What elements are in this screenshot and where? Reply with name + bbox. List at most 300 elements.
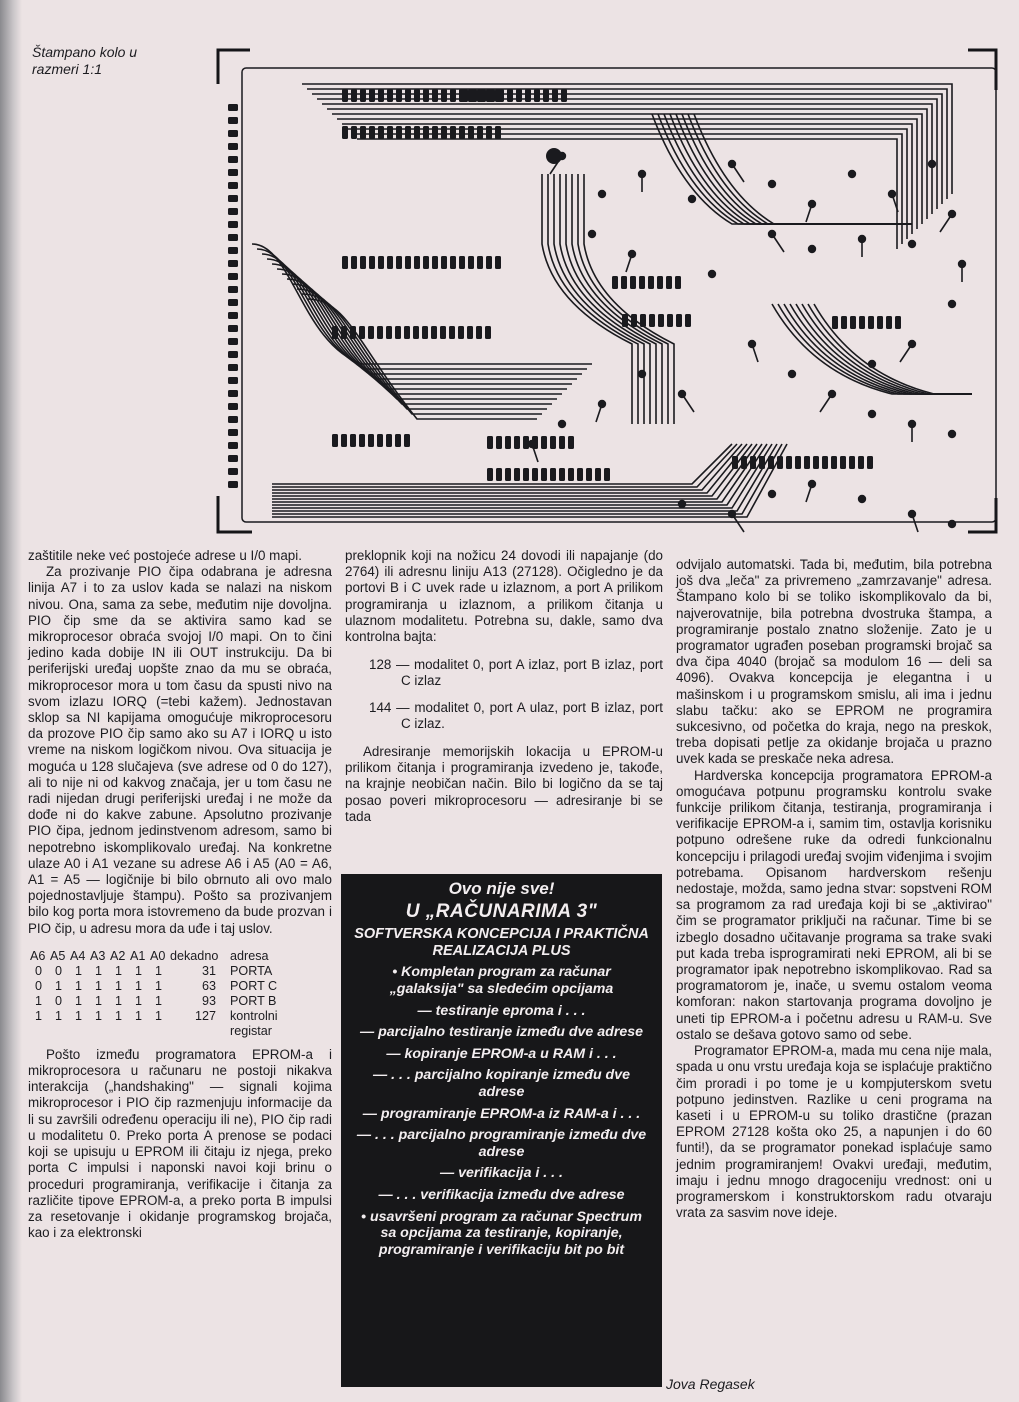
promo-box (341, 874, 662, 1387)
pcb-pad (228, 416, 238, 423)
pcb-pad (612, 276, 618, 289)
pcb-pad (886, 316, 892, 329)
pcb-pad (369, 126, 375, 139)
pcb-pad (948, 300, 956, 308)
pcb-pad (462, 89, 468, 102)
port-name-cell: PORT C (230, 978, 278, 993)
pcb-pad (432, 126, 438, 139)
pcb-pad (543, 89, 549, 102)
caption-line-1: Štampano kolo u (32, 44, 138, 60)
pcb-trace (342, 124, 912, 234)
pcb-pad (958, 260, 966, 268)
pcb-pad (228, 455, 238, 462)
pcb-pad (450, 89, 456, 102)
pcb-pad (928, 160, 936, 168)
bit-cell: 1 (94, 993, 102, 1008)
pcb-pad (228, 286, 238, 293)
pcb-pad (228, 273, 238, 280)
pcb-pad (228, 182, 238, 189)
pcb-pad (808, 200, 816, 208)
pcb-pad (342, 126, 348, 139)
pcb-pad (441, 126, 447, 139)
pcb-pad (559, 468, 565, 481)
pcb-pad (228, 169, 238, 176)
address-table (30, 949, 332, 1039)
pcb-trace (357, 139, 897, 249)
pcb-layout-figure (212, 44, 1006, 538)
pcb-pad (888, 190, 896, 198)
promo-title: U „RAČUNARIMA 3" (405, 900, 598, 922)
pcb-pad (341, 434, 347, 447)
pcb-pad (541, 436, 547, 449)
bit-cell: 1 (94, 1008, 102, 1023)
bit-cell: 1 (134, 993, 142, 1008)
pcb-pad (228, 338, 238, 345)
pcb-pad (414, 126, 420, 139)
pcb-pad (586, 468, 592, 481)
pcb-trace (670, 114, 912, 224)
pcb-pad (228, 117, 238, 124)
pcb-pad (369, 89, 375, 102)
pcb-pad (441, 256, 447, 269)
bit-cell: 1 (134, 978, 142, 993)
pcb-pad (868, 360, 876, 368)
pcb-pad (431, 326, 437, 339)
pcb-pad (741, 456, 747, 469)
pcb-pad (908, 420, 916, 428)
pcb-pad (867, 456, 873, 469)
pcb-pad (228, 143, 238, 150)
pcb-pad (396, 89, 402, 102)
pcb-pad (351, 256, 357, 269)
pcb-pad (877, 316, 883, 329)
pcb-pad (350, 326, 356, 339)
pcb-pad (228, 403, 238, 410)
pcb-pad (768, 490, 776, 498)
control-byte-item: 144 — modalitet 0, port A ulaz, port B izlaz, port C izlaz. (369, 699, 663, 731)
pcb-pad (768, 456, 774, 469)
pcb-pad (396, 126, 402, 139)
pcb-pad (534, 89, 540, 102)
bit-cell: 1 (114, 993, 122, 1008)
bit-cell: 0 (34, 963, 42, 978)
pcb-pad (678, 500, 686, 508)
pcb-pad (450, 256, 456, 269)
pcb-pad (404, 326, 410, 339)
promo-subtitle: SOFTVERSKA KONCEPCIJA I PRAKTIČNA REALIZACIJA PLUS (354, 926, 649, 959)
bit-cell: 1 (114, 963, 122, 978)
pcb-pad (386, 434, 392, 447)
pcb-pad (685, 314, 691, 327)
pcb-trace (272, 444, 752, 496)
pcb-pad (496, 468, 502, 481)
pcb-pad (332, 434, 338, 447)
pcb-pad (831, 456, 837, 469)
bit-cell: 1 (154, 963, 162, 978)
table-row (30, 1009, 293, 1039)
pcb-pad (598, 190, 606, 198)
paragraph: Pošto između programatora EPROM-a i mikroprocesora u računaru ne postoji nikakva interakcija („handshaking" — signali kojima mikroprocesor i PIO čip razmenjuju informacije da li su završili određenu operaciju ili ne), PIO čip radi u modalitetu 0. Preko porta A prenose se podaci koji se upisuju u EPROM ili čitaju iz njega, preko porta C impulsi i naponski navoi koji brinu o proceduri programiranja, verifikacije i čitanja za različite tipove EPROM-a, a preko porta B impulsi za resetovanje i okidanje programskog brojača, kao i za elektronski (28, 1046, 332, 1241)
pcb-pad (675, 276, 681, 289)
caption-line-2: razmeri 1:1 (32, 61, 103, 77)
pcb-pad (485, 326, 491, 339)
promo-item: — . . . verifikacija između dve adrese (378, 1186, 625, 1203)
pcb-pad (351, 89, 357, 102)
pcb-pad (808, 480, 816, 488)
bit-cell: 1 (74, 1008, 82, 1023)
pcb-pad (558, 420, 566, 428)
promo-item: — . . . parcijalno programiranje između dve adrese (356, 1127, 647, 1160)
pcb-pad (360, 126, 366, 139)
header-cell: A0 (150, 948, 166, 963)
pcb-pad (496, 436, 502, 449)
header-cell: A2 (110, 948, 126, 963)
pcb-pad (228, 299, 238, 306)
pcb-pad (840, 456, 846, 469)
pcb-pad (541, 468, 547, 481)
header-cell: A1 (130, 948, 146, 963)
pcb-pad (228, 130, 238, 137)
pcb-trace (584, 174, 674, 424)
pcb-pad (858, 456, 864, 469)
pcb-pad (387, 89, 393, 102)
bit-cell: 1 (54, 978, 62, 993)
figure-caption (32, 44, 137, 78)
pcb-pad (369, 256, 375, 269)
pcb-pad (342, 256, 348, 269)
pcb-pad (432, 89, 438, 102)
pcb-pad (505, 436, 511, 449)
bit-cell: 1 (154, 993, 162, 1008)
promo-item: — verifikacija i . . . (439, 1165, 564, 1182)
pcb-pad (768, 180, 776, 188)
pcb-pad (648, 276, 654, 289)
header-cell: A6 (30, 948, 46, 963)
pcb-pad (498, 89, 504, 102)
pcb-pad (604, 468, 610, 481)
pcb-trace (297, 289, 547, 409)
pcb-pad (750, 456, 756, 469)
pcb-pad (528, 440, 536, 448)
pcb-pad (413, 326, 419, 339)
pcb-pad (813, 456, 819, 469)
author-signature: Jova Regasek (666, 1376, 755, 1392)
pcb-trace (307, 89, 947, 199)
table-row (30, 979, 293, 994)
pcb-pad (495, 256, 501, 269)
pcb-pad (341, 326, 347, 339)
pcb-pad (459, 126, 465, 139)
pcb-pad (748, 340, 756, 348)
promo-item: — parcijalno testiranje između dve adrese (359, 1024, 644, 1041)
header-cell: A3 (90, 948, 106, 963)
pcb-pad (378, 256, 384, 269)
bit-cell: 1 (74, 993, 82, 1008)
pcb-pad (788, 370, 796, 378)
pcb-pad (386, 326, 392, 339)
pcb-pad (657, 276, 663, 289)
pcb-pad (228, 195, 238, 202)
pcb-pad (476, 326, 482, 339)
pcb-pad (868, 316, 874, 329)
pcb-pad (595, 468, 601, 481)
pcb-pad (523, 468, 529, 481)
pcb-pad (228, 234, 238, 241)
pcb-trace (572, 174, 662, 424)
pcb-pad (908, 340, 916, 348)
pcb-pad (795, 456, 801, 469)
pcb-pad (588, 230, 596, 238)
pcb-pad (414, 89, 420, 102)
pcb-pad (396, 256, 402, 269)
pcb-pad (732, 456, 738, 469)
bit-cell: 1 (134, 1008, 142, 1023)
pcb-pad (387, 256, 393, 269)
pcb-pad (458, 326, 464, 339)
bit-cell: 1 (114, 978, 122, 993)
pcb-pad (728, 160, 736, 168)
bit-cell: 0 (54, 963, 62, 978)
pcb-pad (228, 377, 238, 384)
decimal-cell: 31 (201, 963, 216, 978)
pcb-pad (759, 456, 765, 469)
paragraph: Programator EPROM-a, mada mu cena nije mala, spada u onu vrstu uređaja koja se isplaćuje praktično čim proradi i po tome je u kompjuterskom svetu potpuno jedinstven. Razlike u ceni programa na kaseti i u EPROM-u su toliko drastične (prazan EPROM 27128 košta oko 25, a napunjen i do 60 funti!), da se programator ponekad isplaćuje samo jednim programiranjem! Ovakvi uređaji, međutim, imaju i jednu mnogo dragoceniju vrednost: oni u programerskom i konstruktorskom radu otvaraju vrata za sasvim nove ideje. (676, 1043, 992, 1221)
pcb-pad (377, 326, 383, 339)
article-column-3 (676, 557, 992, 1221)
pcb-pad (841, 316, 847, 329)
pcb-pad (440, 326, 446, 339)
pcb-pad (516, 89, 522, 102)
pcb-pad (423, 126, 429, 139)
pcb-pad (658, 314, 664, 327)
pcb-pad (405, 89, 411, 102)
bit-cell: 1 (34, 1008, 42, 1023)
pcb-pad (423, 89, 429, 102)
pcb-pad (228, 208, 238, 215)
pcb-pad (471, 89, 477, 102)
paragraph: odvijalo automatski. Tada bi, međutim, bila potrebna još dva „leča" za privremeno „zamrzavanje" adresa. Štampano kolo bi se toliko iskomplikovalo da bi, najverovatnije, bila potrebna dvostruka štampa, a programiranje postalo znatno složenije. Zato je u programator ugrađen poseban programski brojač sa dva čipa 4040 (brojač sa modulom 16 — deli sa 4096). Ovakva koncepcija je elegantna i u mašinskom i u programskom smislu, ali ima i jednu slabu tačku: ako se EPROM ne programira sukcesivno, od početka do kraja, nego na preskok, treba dopisati petlje za okidanje brojača u prazno uvek kada se preskače neka adresa. (676, 557, 992, 767)
address-table-header (30, 949, 293, 964)
pcb-pad (708, 270, 716, 278)
pcb-pad (777, 456, 783, 469)
bit-cell: 1 (54, 1008, 62, 1023)
pcb-pad (404, 434, 410, 447)
pcb-pad (676, 314, 682, 327)
pcb-pad (832, 316, 838, 329)
pcb-pad (808, 245, 816, 253)
pcb-pad (228, 312, 238, 319)
promo-item: • Kompletan program za računar „galaksija" sa sledećim opcijama (389, 964, 614, 997)
pcb-pad (228, 481, 238, 488)
bit-cell: 1 (74, 978, 82, 993)
pcb-pad (848, 170, 856, 178)
control-bytes-list (369, 657, 663, 732)
pcb-pad (228, 247, 238, 254)
pcb-pad (638, 170, 646, 178)
bit-cell: 1 (134, 963, 142, 978)
pcb-pad (378, 126, 384, 139)
table-row (30, 994, 293, 1009)
pcb-pad (804, 456, 810, 469)
pcb-pad (631, 314, 637, 327)
pcb-pad (828, 390, 836, 398)
port-name-cell: PORT B (230, 993, 277, 1008)
promo-item: — . . . parcijalno kopiranje između dve adrese (372, 1067, 631, 1100)
pcb-pad (467, 326, 473, 339)
pcb-pad (639, 276, 645, 289)
pcb-pad (487, 468, 493, 481)
pcb-pad (395, 326, 401, 339)
promo-item: — kopiranje EPROM-a u RAM i . . . (386, 1045, 617, 1062)
pcb-pad (495, 126, 501, 139)
bit-cell: 0 (34, 978, 42, 993)
pcb-pad (559, 436, 565, 449)
paragraph: Hardverska koncepcija programatora EPROM-a omogućava potpunu programsku kontrolu svake funkcije prilikom čitanja, testiranja, programiranja i verifikacije EPROM-a i, samim tim, ostavlja korisniku potpuno odrešene ruke da odredi funkcionalnu koncepciju i prilagodi uređaj svojim viđenjima i svojim potrebama. Opisanom hardverskom rešenju nedostaje, možda, samo jedna stvar: sopstveni ROM sa programom za rad uređaja koji bi se „aktivirao" čim se programator priključi na računar. Time bi se izbeglo dosadno učitavanje programa sa trake svaki put kada treba isprogramirati neki EPROM, ali bi se programator ipak nepotrebno iskomplikovao. Rad sa programatorom je, inače, u svemu ostalom veoma komforan: nakon startovanja programa dovoljno je uneti tip EPROM-a i početnu adresu u RAM-u. Sve ostalo se dešava gotovo samo od sebe. (676, 767, 992, 1042)
pcb-pad (858, 235, 866, 243)
pcb-pad (532, 468, 538, 481)
pcb-pad (678, 390, 686, 398)
pcb-pad (552, 89, 558, 102)
pcb-pad (477, 126, 483, 139)
pcb-pad (895, 316, 901, 329)
pcb-pad (768, 230, 776, 238)
paragraph: Za prozivanje PIO čipa odabrana je adresna linija A7 i to za uslov kada se nalazi na niskom nivou. Ona, sama za sebe, međutim nije dovoljna. PIO čip sme da se aktivira samo kad se mikroprocesor obraća svojoj I/0 mapi. On to čini jedino kada dobije IN ili OUT instrukciju. Da bi periferijski uređaj uopšte znao da mu se obraća, mikroprocesor mora u tom času da spusti nivo na svom izlazu IORQ (=tebi kažem). Jednostavan sklop sa NI kapijama omogućuje mikroprocesoru da prozove PIO čip samo ako su A7 i IORQ u isto vreme na niskom logičkom nivou. Ova situacija je moguća u 128 slučajeva (sve adrese od 0 do 127), ali to nije ni od kakvog značaja, jer u tom času ne radi nijedan drugi periferijski uređaj i ne može da dođe ni do kakve zabune. Apsolutno prozivanje PIO čipa, jednom jedinstvenom adresom, samo bi nepotrebno iskomplikovalo uređaj. Na konkretne ulaze A0 i A1 vezane su adrese A6 i A5 (A0 = A6, A1 = A5 — logičnije bi bilo obrnuto ali ovo malo pojednostavljuje štampu). Pošto sa prozivanjem bilo kog porta mora istovremeno da bude prozvan i PIO čip, u adresu mora da uđe i taj uslov. (28, 564, 332, 936)
decimal-cell: 63 (201, 978, 216, 993)
pcb-pad (908, 510, 916, 518)
pcb-trace (332, 114, 922, 224)
paragraph: preklopnik koji na nožicu 24 dovodi ili napajanje (do 2764) ili adresnu liniju A13 (27128). Očigledno je da portovi B i C uvek rade u izlaznom, a port A prilikom programiranja u izlaznom, a prilikom čitanja u ulaznom modalitetu. Potrebna su, dakle, samo dva kontrolna bajta: (345, 548, 663, 645)
pcb-pad (621, 276, 627, 289)
pcb-pad (486, 126, 492, 139)
pcb-pad (359, 434, 365, 447)
pcb-pad (449, 326, 455, 339)
pcb-trace (347, 129, 907, 239)
pcb-pad (786, 456, 792, 469)
pcb-pad (228, 351, 238, 358)
table-row (30, 964, 293, 979)
pcb-pad (423, 256, 429, 269)
pcb-pad (459, 256, 465, 269)
pcb-pad (228, 364, 238, 371)
article-column-1 (28, 548, 332, 1241)
pcb-pad (908, 240, 916, 248)
pcb-pad (332, 326, 338, 339)
pcb-pad (628, 250, 636, 258)
pcb-pad (228, 260, 238, 267)
pcb-trace (676, 114, 912, 224)
pcb-pad (368, 326, 374, 339)
pcb-pad (228, 468, 238, 475)
pcb-pad (859, 316, 865, 329)
pcb-pad (948, 520, 956, 528)
bit-cell: 1 (94, 978, 102, 993)
pcb-pad (387, 126, 393, 139)
pcb-pad (598, 400, 606, 408)
header-cell: dekadno (170, 948, 219, 963)
pcb-pad (489, 89, 495, 102)
pcb-pad (546, 148, 562, 164)
pcb-pad (228, 156, 238, 163)
pcb-trace (312, 94, 942, 204)
pcb-pad (561, 89, 567, 102)
pcb-trace (317, 99, 937, 209)
pcb-pad (350, 434, 356, 447)
promo-item: — testiranje eproma i . . . (417, 1002, 586, 1019)
header-cell: A5 (50, 948, 66, 963)
pcb-pad (550, 436, 556, 449)
bit-cell: 1 (34, 993, 42, 1008)
pcb-pad (630, 276, 636, 289)
pcb-trace (272, 264, 572, 384)
pcb-pad (525, 89, 531, 102)
pcb-pad (360, 89, 366, 102)
bit-cell: 1 (154, 978, 162, 993)
pcb-pad (577, 468, 583, 481)
decimal-cell: 127 (194, 1008, 216, 1023)
pcb-trace (578, 174, 668, 424)
pcb-pad (432, 256, 438, 269)
pcb-pad (468, 126, 474, 139)
pcb-pad (228, 390, 238, 397)
pcb-pad (359, 326, 365, 339)
paragraph: zaštitile neke već postojeće adrese u I/0 mapi. (28, 548, 302, 563)
pcb-pad (505, 468, 511, 481)
port-name-cell: kontrolni registar (230, 1008, 278, 1038)
pcb-pad (568, 468, 574, 481)
pcb-trace (352, 134, 902, 244)
pcb-trace (272, 444, 742, 490)
promo-item: • usavršeni program za računar Spectrum sa opcijama za testiranje, kopiranje, programiranje i verifikaciju bit po bit (361, 1208, 642, 1258)
pcb-pad (480, 89, 486, 102)
pcb-pad (395, 434, 401, 447)
pcb-pad (822, 456, 828, 469)
bit-cell: 0 (54, 993, 62, 1008)
pcb-pad (649, 314, 655, 327)
promo-heading: Ovo nije sve! (448, 879, 555, 898)
pcb-pad (638, 370, 646, 378)
pcb-pad (550, 468, 556, 481)
pcb-pad (849, 456, 855, 469)
pcb-pad (666, 276, 672, 289)
pcb-pad (728, 510, 736, 518)
pcb-pad (640, 314, 646, 327)
pcb-pad (622, 314, 628, 327)
bit-cell: 1 (94, 963, 102, 978)
pcb-pad (850, 316, 856, 329)
paragraph: Adresiranje memorijskih lokacija u EPROM-u prilikom čitanja i programiranja izvedeno je, takođe, na krajnje neobičan način. Bilo bi logično da se taj posao poveri mikroprocesoru — adresiranje bi se tada (345, 744, 663, 824)
pcb-trace (252, 244, 592, 364)
pcb-pad (568, 436, 574, 449)
pcb-pad (486, 256, 492, 269)
header-cell: adresa (230, 948, 269, 963)
page-binding-shadow (0, 0, 22, 1402)
pcb-pad (441, 89, 447, 102)
pcb-pad (858, 495, 866, 503)
pcb-pad (414, 256, 420, 269)
pcb-pad (688, 195, 696, 203)
pcb-pad (378, 89, 384, 102)
control-byte-item: 128 — modalitet 0, port A izlaz, port B izlaz, port C izlaz (369, 657, 663, 689)
pcb-pad (228, 442, 238, 449)
pcb-pad (514, 436, 520, 449)
pcb-pad (948, 430, 956, 438)
promo-item: — programiranje EPROM-a iz RAM-a i . . . (362, 1105, 641, 1122)
pcb-pad (342, 89, 348, 102)
pcb-pad (422, 326, 428, 339)
bit-cell: 1 (154, 1008, 162, 1023)
pcb-trace (272, 444, 737, 487)
pcb-pad (667, 314, 673, 327)
